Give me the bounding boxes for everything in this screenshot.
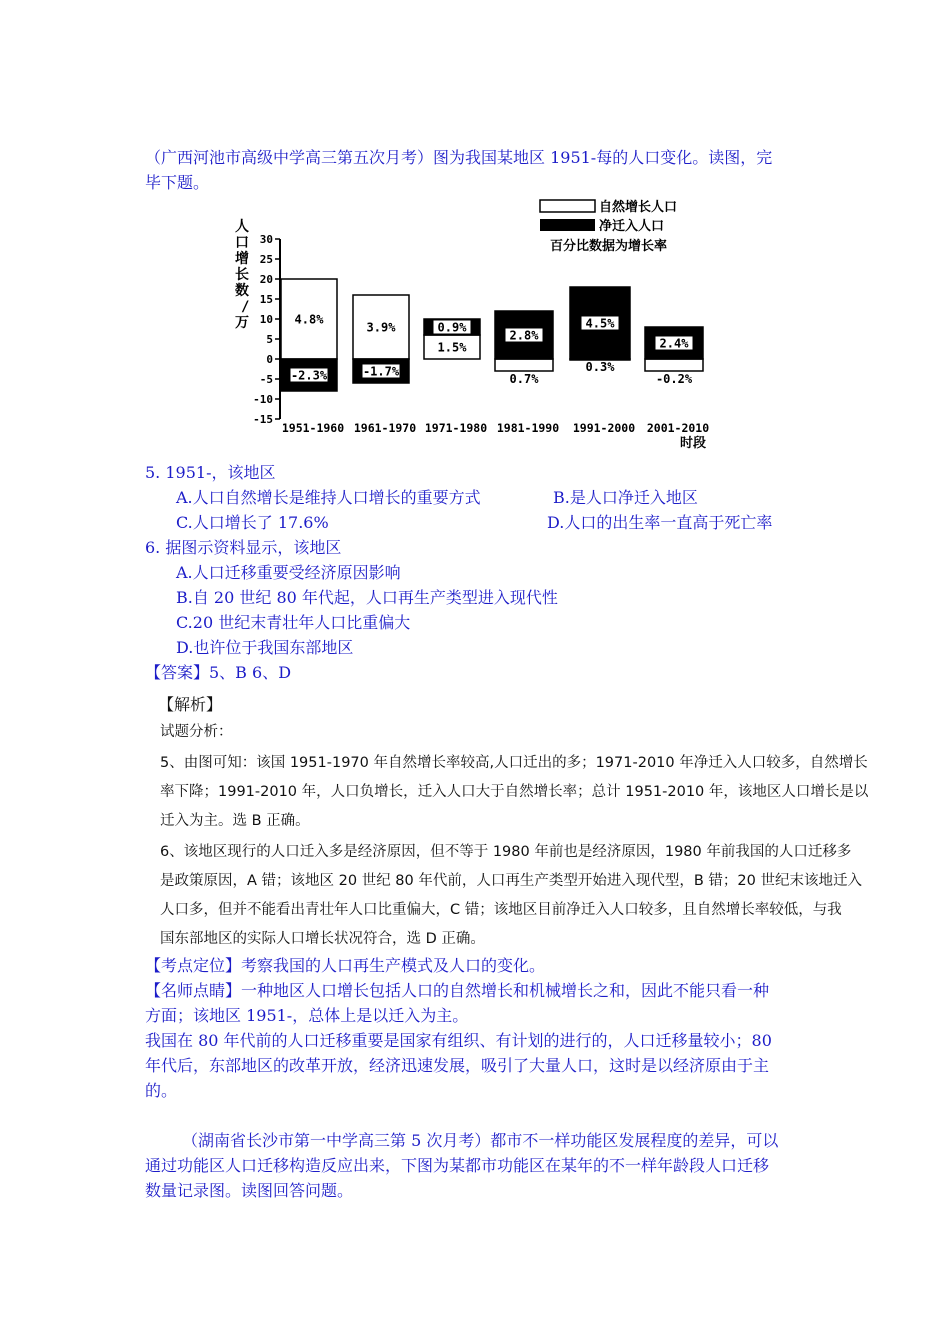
x-tick-label: 1961-1970 [353,421,417,435]
migration-rate-label: 4.5% [585,316,615,331]
y-tick-label: 30 [259,233,273,246]
mingshi-line-2: 方面；该地区 1951-，总体上是以迁入为主。 [145,1006,469,1025]
migration-rate-label: 2.8% [509,328,539,343]
analysis-5-line-1: 5、由图可知：该国 1951-1970 年自然增长率较高,人口迁出的多；1971-2010 年净迁入人口较多，自然增长 [160,755,868,771]
x-axis-label: 时段 [680,436,707,451]
bar-natural [495,359,553,371]
y-axis-label-char: 增 [235,251,249,267]
answer: 【答案】5、B 6、D [145,663,292,682]
y-axis-label [235,219,249,331]
legend-migrant-swatch [540,219,595,231]
y-tick-label: 20 [259,273,273,286]
q2-intro-line-3: 数量记录图。读图回答问题。 [145,1181,354,1200]
y-axis-label-char: 万 [235,315,249,331]
mingshi-line-3: 我国在 80 年代前的人口迁移重要是国家有组织、有计划的进行的，人口迁移量较小；80 [145,1031,772,1050]
migration-rate-label: 2.4% [659,336,689,351]
y-axis-label-char: 数 [235,283,249,299]
q6-option-d[interactable]: D.也许位于我国东部地区 [176,638,354,657]
q5-stem: 5. 1951-，该地区 [145,463,276,482]
legend-migrant-label: 净迁入人口 [599,219,665,234]
analysis-6-line-4: 国东部地区的实际人口增长状况符合，选 D 正确。 [160,931,485,947]
legend-note: 百分比数据为增长率 [550,239,668,254]
migration-rate-label: -1.7% [362,364,400,379]
natural-rate-label: 3.9% [366,320,396,335]
natural-rate-label: 0.7% [509,372,539,386]
migration-rate-label: -2.3% [290,368,328,383]
intro-line-2: 毕下题。 [145,173,210,192]
natural-rate-label: 4.8% [294,312,324,327]
migration-rate-label: 0.9% [437,320,467,335]
x-tick-label: 1971-1980 [424,421,488,435]
analysis-5-line-2: 率下降；1991-2010 年，人口负增长，迁入人口大于自然增长率；总计 1951-2010 年，该地区人口增长是以 [160,784,869,800]
y-tick-label: 5 [266,333,273,346]
natural-rate-label: -0.2% [655,372,693,386]
y-axis-label-char: 长 [235,267,249,283]
analysis-6-line-3: 人口多，但并不能看出青壮年人口比重偏大，C 错；该地区目前净迁入人口较多，且自然增长率较低，与我 [160,902,842,918]
y-axis-label-char: / [241,299,250,315]
analysis-5-line-3: 迁入为主。选 B 正确。 [160,813,310,829]
analysis-sub: 试题分析： [160,724,233,740]
q5-option-b[interactable]: B.是人口净迁入地区 [553,488,698,507]
y-axis-label-char: 人 [235,219,249,235]
q6-option-c[interactable]: C.20 世纪末青壮年人口比重偏大 [176,613,411,632]
x-tick-label: 1991-2000 [572,421,636,435]
population-change-chart [225,195,725,457]
natural-rate-label: 1.5% [437,340,467,355]
q6-stem: 6. 据图示资料显示，该地区 [145,538,342,557]
analysis-heading: 【解析】 [158,695,223,714]
q6-option-b[interactable]: B.自 20 世纪 80 年代起，人口再生产类型进入现代性 [176,588,558,607]
x-tick-label: 1981-1990 [496,421,560,435]
mingshi-line-1: 【名师点睛】一种地区人口增长包括人口的自然增长和机械增长之和，因此不能只看一种 [145,981,770,1000]
y-tick-label: -15 [253,413,273,426]
q6-option-a[interactable]: A.人口迁移重要受经济原因影响 [176,563,401,582]
legend-natural-swatch [540,200,595,212]
mingshi-line-4: 年代后，东部地区的改革开放，经济迅速发展，吸引了大量人口，这时是以经济原由于主 [145,1056,770,1075]
y-tick-label: -10 [253,393,273,406]
q2-intro-line-2: 通过功能区人口迁移构造反应出来，下图为某都市功能区在某年的不一样年龄段人口迁移 [145,1156,770,1175]
q5-option-a[interactable]: A.人口自然增长是维持人口增长的重要方式 [176,488,481,507]
y-tick-label: -5 [259,373,273,386]
y-axis-label-char: 口 [235,235,249,251]
analysis-6-line-1: 6、该地区现行的人口迁入多是经济原因，但不等于 1980 年前也是经济原因，1980 年前我国的人口迁移多 [160,844,852,860]
legend-natural-label: 自然增长人口 [599,200,678,215]
bar-natural [645,359,703,371]
q5-option-d[interactable]: D.人口的出生率一直高于死亡率 [547,513,773,532]
kaodian: 【考点定位】考察我国的人口再生产模式及人口的变化。 [145,956,546,975]
mingshi-line-5: 的。 [145,1081,178,1100]
analysis-6-line-2: 是政策原因，A 错；该地区 20 世纪 80 年代前，人口再生产类型开始进入现代型，B 错；20 世纪末该地迁入 [160,873,862,889]
y-tick-label: 15 [259,293,273,306]
x-tick-label: 2001-2010 [646,421,710,435]
intro-line-1: （广西河池市高级中学高三第五次月考）图为我国某地区 1951-每的人口变化。读图，完 [145,148,773,167]
natural-rate-label: 0.3% [585,360,615,374]
q2-intro-line-1: （湖南省长沙市第一中学高三第 5 次月考）都市不一样功能区发展程度的差异，可以 [182,1131,779,1150]
y-tick-label: 10 [259,313,273,326]
y-tick-label: 0 [266,353,273,366]
y-tick-label: 25 [259,253,273,266]
x-tick-label: 1951-1960 [281,421,345,435]
q5-option-c[interactable]: C.人口增长了 17.6% [176,513,329,532]
